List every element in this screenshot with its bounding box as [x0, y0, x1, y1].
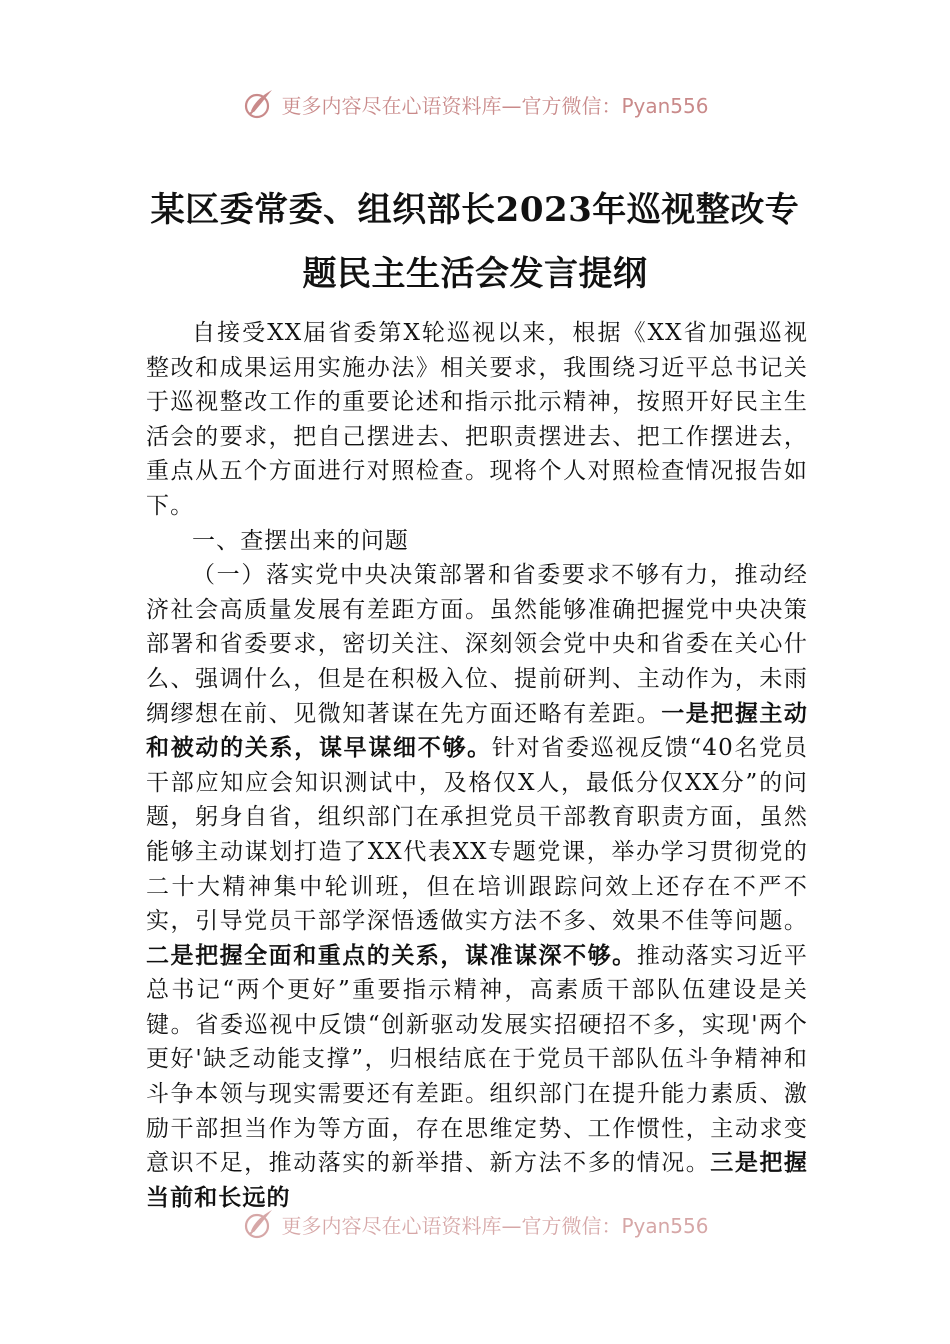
watermark-text: 更多内容尽在心语资料库—官方微信：Pyan556	[281, 93, 709, 118]
body-paragraph	[146, 558, 808, 1215]
title-line-1: 某区委常委、组织部长2023年巡视整改专	[150, 190, 800, 230]
point-3-title: 三是把握当前和长远的	[146, 1149, 808, 1211]
quill-ink-icon	[241, 1207, 275, 1241]
section-heading: 一、查摆出来的问题	[192, 527, 409, 554]
point-1-text: 针对省委巡视反馈“40名党员干部应知应会知识测试中，及格仅X人，最低分仅XX分”的问题，躬身自省，组织部门在承担党员干部教育职责方面，虽然能够主动谋划打造了XX代表XX专题党课，举办学习贯彻党的二十大精神集中轮训班，但在培训跟踪问效上还存在不严不实，引导党员干部学深悟透做实方法不多、效果不佳等问题。	[146, 735, 808, 935]
quill-ink-icon	[241, 87, 275, 121]
intro-paragraph: 自接受XX届省委第X轮巡视以来，根据《XX省加强巡视整改和成果运用实施办法》相关要求，我围绕习近平总书记关于巡视整改工作的重要论述和指示批示精神，按照开好民主生活会的要求，把自己摆进去、把职责摆进去、把工作摆进去，重点从五个方面进行对照检查。现将个人对照检查情况报告如下。	[146, 320, 808, 519]
title-line-2: 题民主生活会发言提纲	[302, 254, 648, 294]
watermark-header	[0, 84, 950, 124]
watermark-text: 更多内容尽在心语资料库—官方微信：Pyan556	[281, 1213, 709, 1238]
watermark-footer	[0, 1204, 950, 1244]
paragraph-lead: （一）落实党中央决策部署和省委要求不够有力，推动经济社会高质量发展有差距方面。虽然能够准确把握党中央决策部署和省委要求，密切关注、深刻领会党中央和省委在关心什么、强调什么，但是在积极入位、提前研判、主动作为，未雨绸缪想在前、见微知著谋在先方面还略有差距。	[146, 562, 808, 727]
point-2-text: 推动落实习近平总书记“两个更好”重要指示精神，高素质干部队伍建设是关键。省委巡视中反馈“创新驱动发展实招硬招不多，实现'两个更好'缺乏动能支撑”，归根结底在于党员干部队伍斗争精神和斗争本领与现实需要还有差距。组织部门在提升能力素质、激励干部担当作为等方面，存在思维定势、工作惯性，主动求变意识不足，推动落实的新举措、新方法不多的情况。	[146, 942, 809, 1177]
document-title	[110, 178, 840, 306]
document-body	[146, 316, 808, 1215]
point-2-title: 二是把握全面和重点的关系，谋准谋深不够。	[146, 941, 637, 969]
point-1-title: 一是把握主动和被动的关系，谋早谋细不够。	[146, 699, 808, 762]
